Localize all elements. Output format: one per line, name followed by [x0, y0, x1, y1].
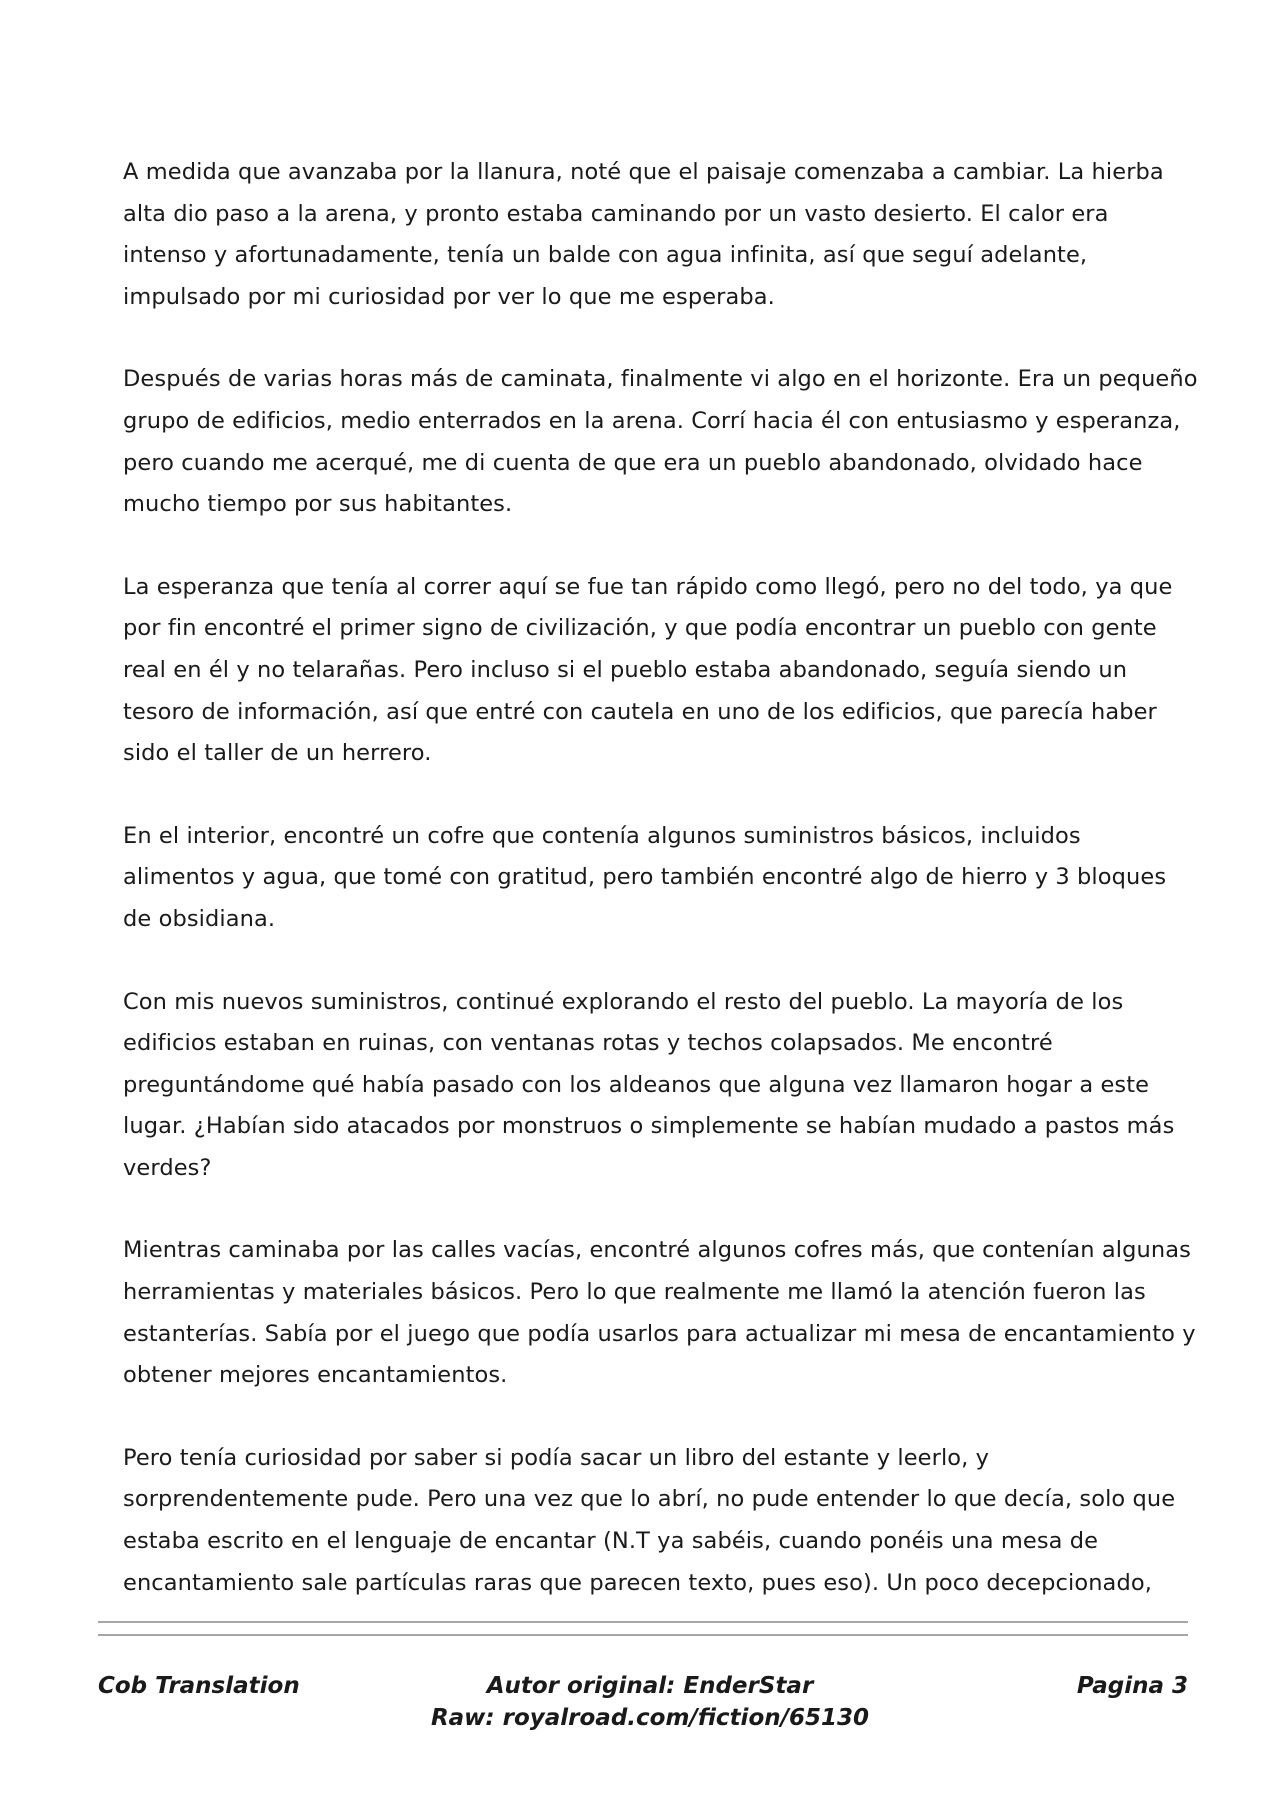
paragraph-5: Con mis nuevos suministros, continué explorando el resto del pueblo. La mayoría de los edificios estaban en ruinas, con ventanas rotas y techos colapsados. Me encontré preguntándome qué había pasado con los aldeanos que alguna vez llamaron hogar a este lugar. ¿Habían sido atacados por monstruos o simplemente se habían mudado a pastos más verdes? — [123, 988, 1175, 1181]
page-body — [123, 152, 1198, 1645]
paragraph-7: Pero tenía curiosidad por saber si podía sacar un libro del estante y leerlo, y sorprendentemente pude. Pero una vez que lo abrí, no pude entender lo que decía, solo que estaba escrito en el lenguaje de encantar (N.T ya sabéis, cuando ponéis una mesa de encantamiento sale partículas raras que parecen texto, pues eso). Un poco decepcionado, — [123, 1444, 1176, 1596]
paragraph-2: Después de varias horas más de caminata, finalmente vi algo en el horizonte. Era un pequeño grupo de edificios, medio enterrados en la arena. Corrí hacia él con entusiasmo y esperanza, pero cuando me acerqué, me di cuenta de que era un pueblo abandonado, olvidado hace mucho tiempo por sus habitantes. — [123, 366, 1198, 518]
paragraph-3: La esperanza que tenía al correr aquí se fue tan rápido como llegó, pero no del todo, ya que por fin encontré el primer signo de civilización, y que podía encontrar un pueblo con gente real en él y no telarañas. Pero incluso si el pueblo estaba abandonado, seguía siendo un tesoro de información, así que entré con cautela en uno de los edificios, que parecía haber sido el taller de un herrero. — [123, 573, 1173, 767]
footer-divider-bottom — [98, 1634, 1188, 1636]
footer-translator: Cob Translation — [98, 1673, 300, 1699]
paragraph-4: En el interior, encontré un cofre que contenía algunos suministros básicos, incluidos alimentos y agua, que tomé con gratitud, pero también encontré algo de hierro y 3 bloques de obsidiana. — [123, 822, 1167, 932]
footer-divider-top — [98, 1621, 1188, 1623]
footer-author-info — [400, 1670, 900, 1734]
footer-raw-source: Raw: royalroad.com/fiction/65130 — [430, 1705, 870, 1731]
footer-page-number: Pagina 3 — [1076, 1673, 1188, 1699]
paragraph-1: A medida que avanzaba por la llanura, noté que el paisaje comenzaba a cambiar. La hierba alta dio paso a la arena, y pronto estaba caminando por un vasto desierto. El calor era intenso y afortunadamente, tenía un balde con agua infinita, así que seguí adelante, impulsado por mi curiosidad por ver lo que me esperaba. — [123, 159, 1164, 310]
footer-original-author: Autor original: EnderStar — [486, 1673, 814, 1699]
paragraph-6: Mientras caminaba por las calles vacías, encontré algunos cofres más, que contenían algunas herramientas y materiales básicos. Pero lo que realmente me llamó la atención fueron las estanterías. Sabía por el juego que podía usarlos para actualizar mi mesa de encantamiento y obtener mejores encantamientos. — [123, 1237, 1196, 1389]
